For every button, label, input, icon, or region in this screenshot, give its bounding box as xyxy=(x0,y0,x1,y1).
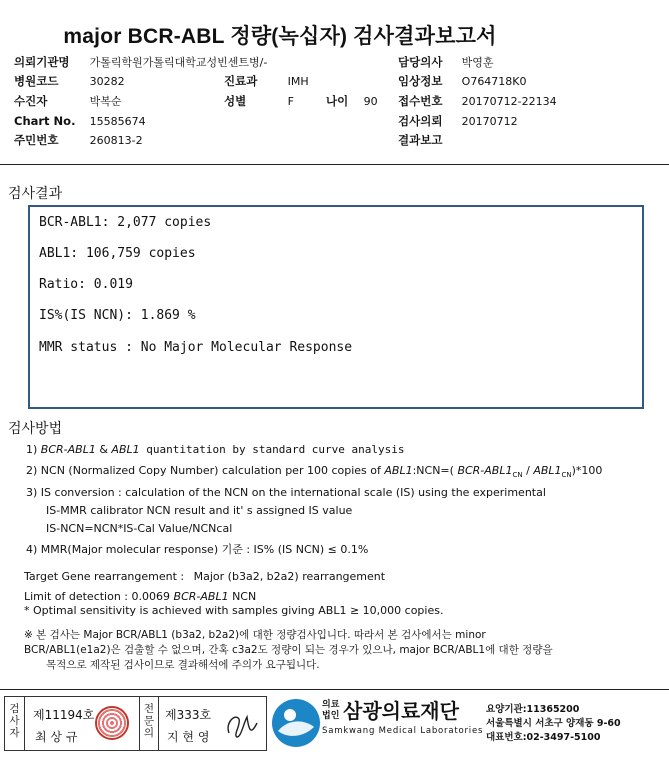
request-value: 20170712 xyxy=(461,115,518,128)
method-heading: 검사방법 xyxy=(8,421,63,437)
sex-label: 성별 xyxy=(224,94,247,108)
specialist-vertical-label xyxy=(139,697,159,750)
lod-label: Limit of detection : xyxy=(24,590,129,603)
method-2-slash: / xyxy=(522,464,534,477)
header-row-report xyxy=(398,133,458,148)
header-row-dept xyxy=(224,74,309,89)
note-line-2: BCR/ABL1(e1a2)은 검출할 수 없으며, 간혹 c3a2도 정량이 되는 경우가 있으나, major BCR/ABL1에 대한 정량을 xyxy=(24,644,553,656)
method-1-text: quantitation by standard curve analysis xyxy=(139,443,405,456)
method-4-text: MMR(Major molecular response) 기준 : IS% (IS NCN) ≤ 0.1% xyxy=(40,543,369,556)
method-2-sub-2: CN xyxy=(561,471,572,480)
lod-gene: BCR-ABL1 xyxy=(173,590,229,603)
target-gene-value: Major (b3a2, b2a2) rearrangement xyxy=(193,570,386,583)
note-line-1: ※ 본 검사는 Major BCR/ABL1 (b3a2, b2a2)에 대한 정량검사입니다. 따라서 본 검사에서는 minor xyxy=(24,629,486,641)
id-label: 주민번호 xyxy=(14,133,59,147)
org-prefix-a: 의료 xyxy=(322,700,340,710)
dept-label: 진료과 xyxy=(224,74,258,88)
method-item-4 xyxy=(26,543,368,557)
org-name: 삼광의료재단 xyxy=(343,699,459,723)
sensitivity-note: * Optimal sensitivity is achieved with samples giving ABL1 ≥ 10,000 copies. xyxy=(24,604,444,617)
tester-license-no: 제11194호 xyxy=(33,708,95,722)
lod-value-a: 0.0069 xyxy=(131,590,174,603)
hospital-code-label: 병원코드 xyxy=(14,74,59,88)
header-row-chart xyxy=(14,114,146,129)
header-row-request xyxy=(398,114,518,129)
method-4-num: 4) xyxy=(26,543,38,556)
header-row-sex xyxy=(224,94,294,109)
signature-box xyxy=(4,696,267,751)
tester-vertical-text: 검사자 xyxy=(9,703,20,739)
age-value: 90 xyxy=(363,95,378,108)
institution-label: 의뢰기관명 xyxy=(14,55,70,69)
method-3-line-3: IS-NCN=NCN*IS-Cal Value/NCNcal xyxy=(46,522,233,535)
header-row-id xyxy=(14,133,143,148)
info-address: 서울특별시 서초구 양재동 9-60 xyxy=(486,718,621,729)
method-2-formula-gene1: BCR-ABL1 xyxy=(457,464,513,477)
doctor-value: 박영훈 xyxy=(461,56,494,69)
result-abl1: ABL1: 106,759 copies xyxy=(39,246,196,261)
age-label: 나이 xyxy=(326,94,349,108)
patient-value: 박복순 xyxy=(89,95,122,108)
id-value: 260813-2 xyxy=(89,134,143,147)
footer-divider xyxy=(0,689,669,690)
seal-stamp-icon xyxy=(95,706,129,740)
method-item-1 xyxy=(26,443,405,457)
method-2-text: NCN (Normalized Copy Number) calculation per 100 copies of xyxy=(40,464,385,477)
method-1-gene-a: BCR-ABL1 xyxy=(40,443,96,456)
header-row-age xyxy=(326,94,378,109)
header-row-institution xyxy=(14,55,267,70)
method-1-amp: & xyxy=(95,443,112,456)
method-3-line-1-text: IS conversion : calculation of the NCN on the international scale (IS) using the experimental xyxy=(40,486,546,499)
method-1-num: 1) xyxy=(26,443,38,456)
report-label: 결과보고 xyxy=(398,133,443,147)
method-3-num: 3) xyxy=(26,486,38,499)
specialist-name: 지 현 영 xyxy=(167,730,210,744)
method-1-gene-b: ABL1 xyxy=(111,443,140,456)
org-english-name: Samkwang Medical Laboratories xyxy=(322,726,484,736)
method-2-num: 2) xyxy=(26,464,38,477)
lod-line xyxy=(24,590,256,604)
method-2-gene: ABL1 xyxy=(384,464,413,477)
results-box xyxy=(28,205,644,409)
report-title: major BCR-ABL 정량(녹십자) 검사결과보고서 xyxy=(63,25,497,48)
target-gene-line xyxy=(24,570,385,584)
target-gene-label: Target Gene rearrangement : xyxy=(24,570,185,583)
doctor-label: 담당의사 xyxy=(398,55,443,69)
method-3-line-2: IS-MMR calibrator NCN result and it' s assigned IS value xyxy=(46,504,353,517)
method-2-sub-1: CN xyxy=(512,471,523,480)
clinical-value: O764718K0 xyxy=(461,75,527,88)
institution-value: 가톨릭학원가톨릭대학교성빈센트병/- xyxy=(89,56,268,69)
request-label: 검사의뢰 xyxy=(398,114,443,128)
method-2-tail: )*100 xyxy=(571,464,603,477)
receipt-value: 20170712-22134 xyxy=(461,95,557,108)
patient-label: 수진자 xyxy=(14,94,48,108)
hospital-code-value: 30282 xyxy=(89,75,125,88)
dept-value: IMH xyxy=(287,75,309,88)
header-row-doctor xyxy=(398,55,494,70)
lod-value-b: NCN xyxy=(228,590,257,603)
signature-icon xyxy=(223,705,263,743)
results-heading: 검사결과 xyxy=(8,186,63,202)
method-item-3-line-1 xyxy=(26,486,546,500)
note-line-3: 목적으로 제작된 검사이므로 결과해석에 주의가 요구됩니다. xyxy=(46,659,320,671)
logo-text: SML xyxy=(287,735,305,743)
tester-name: 최 상 규 xyxy=(35,730,78,744)
specialist-vertical-text: 전문의 xyxy=(143,703,155,739)
org-prefix-b: 법인 xyxy=(322,711,340,721)
chart-label: Chart No. xyxy=(14,114,76,128)
receipt-label: 접수번호 xyxy=(398,94,443,108)
sml-logo-icon xyxy=(270,697,322,749)
result-bcr-abl1: BCR-ABL1: 2,077 copies xyxy=(39,215,212,230)
chart-value: 15585674 xyxy=(89,115,146,128)
result-is-ncn: IS%(IS NCN): 1.869 % xyxy=(39,308,196,323)
header-row-clinical xyxy=(398,74,527,89)
specialist-license-no: 제333호 xyxy=(165,708,212,722)
clinical-label: 임상정보 xyxy=(398,74,443,88)
result-ratio: Ratio: 0.019 xyxy=(39,277,133,292)
info-phone: 대표번호:02-3497-5100 xyxy=(486,732,601,743)
method-2-formula-gene2: ABL1 xyxy=(533,464,562,477)
header-divider xyxy=(0,164,669,165)
result-mmr-status: MMR status : No Major Molecular Response xyxy=(39,340,353,355)
info-code: 요양기관:11365200 xyxy=(486,704,580,715)
sex-value: F xyxy=(287,95,294,108)
tester-vertical-label xyxy=(5,697,25,750)
header-row-patient xyxy=(14,94,122,109)
header-row-receipt xyxy=(398,94,557,109)
header-row-hospital-code xyxy=(14,74,125,89)
method-2-formula-a: :NCN=( xyxy=(412,464,458,477)
method-item-2 xyxy=(26,464,602,482)
